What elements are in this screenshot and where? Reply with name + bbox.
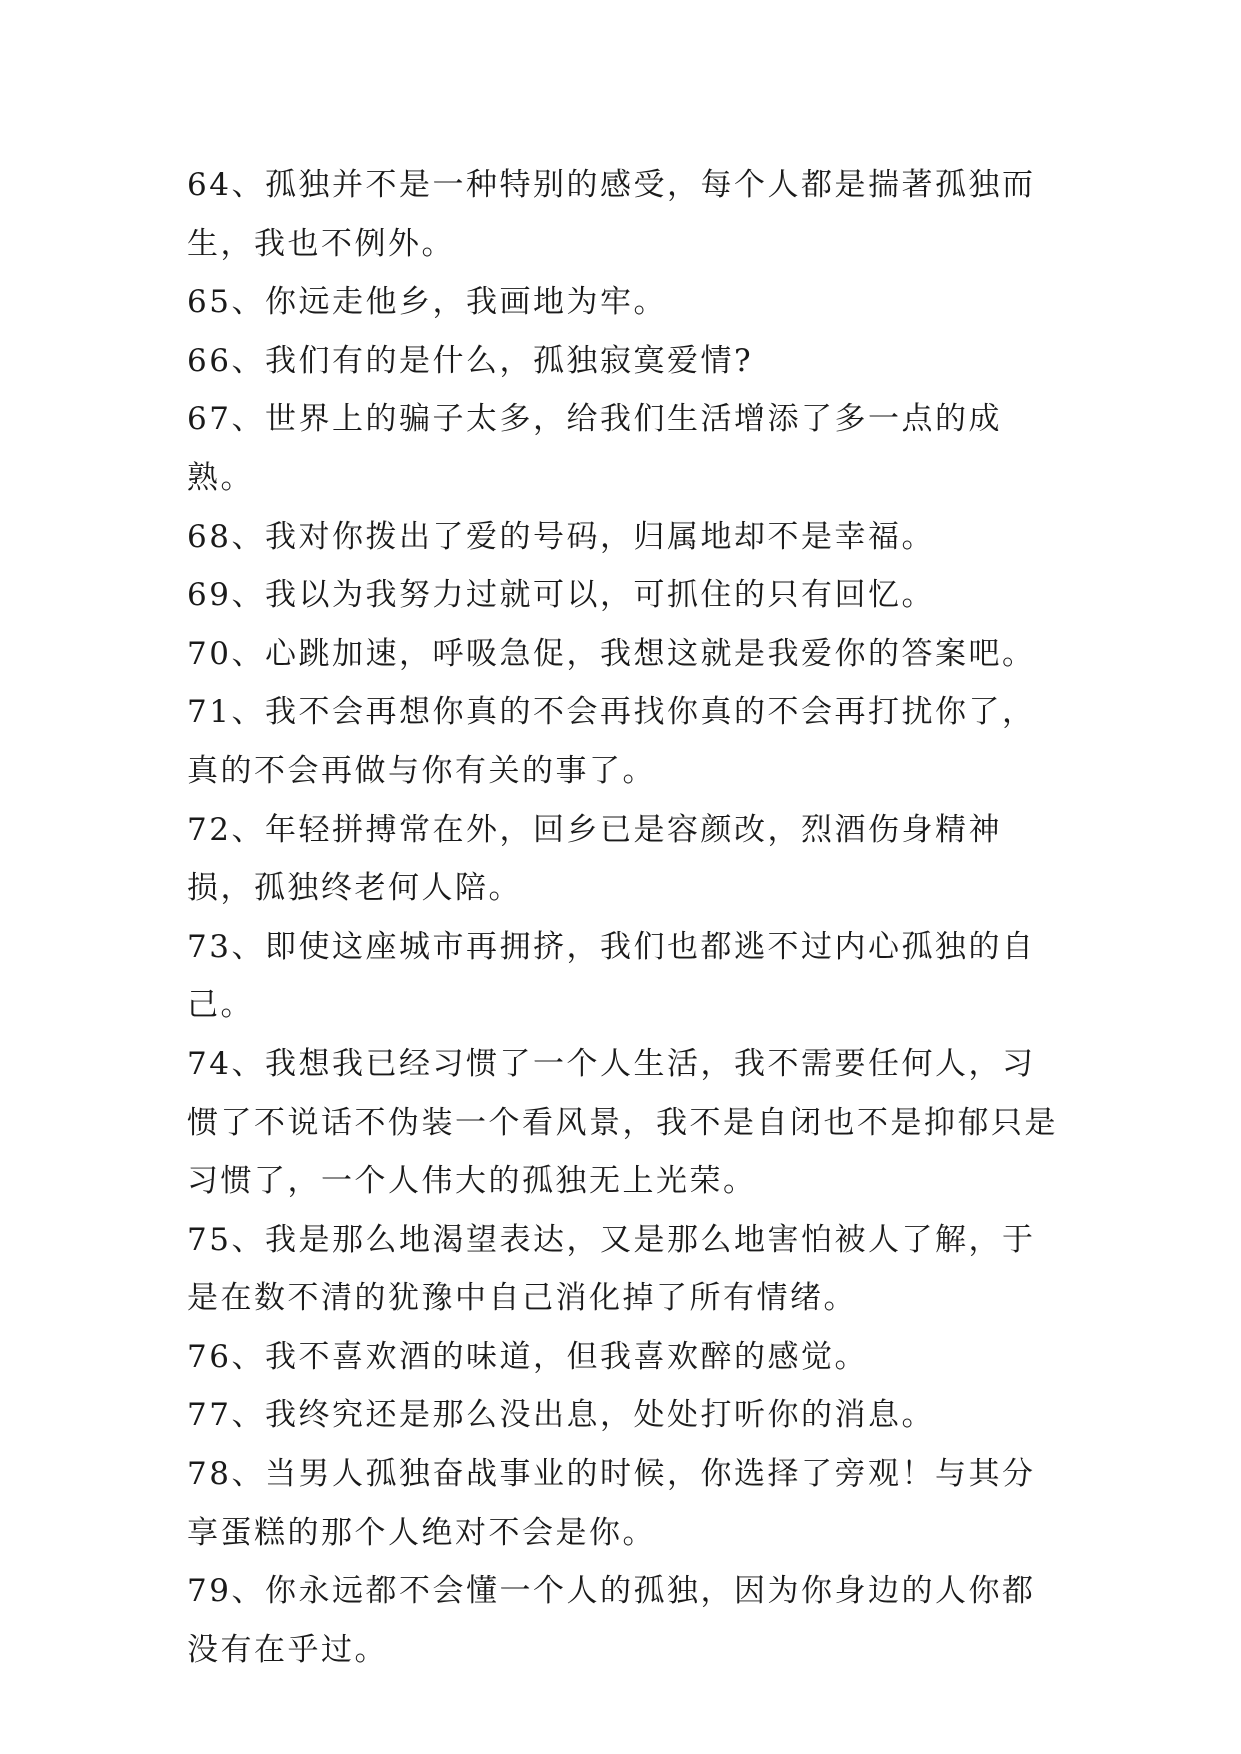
list-item: 78、当男人孤独奋战事业的时候，你选择了旁观！与其分享蛋糕的那个人绝对不会是你。 xyxy=(187,1456,1036,1551)
list-item: 72、年轻拼搏常在外，回乡已是容颜改，烈酒伤身精神损，孤独终老何人陪。 xyxy=(187,811,1002,907)
list-item: 70、心跳加速，呼吸急促，我想这就是我爱你的答案吧。 xyxy=(187,635,1036,672)
document-body xyxy=(187,156,1067,1679)
list-item: 77、我终究还是那么没出息，处处打听你的消息。 xyxy=(187,1397,935,1434)
list-item: 76、我不喜欢酒的味道，但我喜欢醉的感觉。 xyxy=(187,1338,868,1375)
list-item: 64、孤独并不是一种特别的感受，每个人都是揣著孤独而生，我也不例外。 xyxy=(187,167,1036,262)
list-item: 67、世界上的骗子太多，给我们生活增添了多一点的成熟。 xyxy=(187,401,1002,496)
list-item: 69、我以为我努力过就可以，可抓住的只有回忆。 xyxy=(187,577,935,614)
list-item: 73、即使这座城市再拥挤，我们也都逃不过内心孤独的自己。 xyxy=(187,928,1036,1024)
list-item: 79、你永远都不会懂一个人的孤独，因为你身边的人你都没有在乎过。 xyxy=(187,1573,1036,1668)
list-item: 74、我想我已经习惯了一个人生活，我不需要任何人，习惯了不说话不伪装一个看风景，我不是自闭也不是抑郁只是习惯了，一个人伟大的孤独无上光荣。 xyxy=(187,1045,1058,1200)
list-item: 65、你远走他乡，我画地为牢。 xyxy=(187,284,667,321)
list-item: 75、我是那么地渴望表达，又是那么地害怕被人了解，于是在数不清的犹豫中自己消化掉了所有情绪。 xyxy=(187,1221,1036,1317)
list-item: 66、我们有的是什么，孤独寂寞爱情? xyxy=(187,342,754,379)
list-item: 68、我对你拨出了爱的号码，归属地却不是幸福。 xyxy=(187,518,935,555)
list-item: 71、我不会再想你真的不会再找你真的不会再打扰你了，真的不会再做与你有关的事了。 xyxy=(187,694,1036,789)
